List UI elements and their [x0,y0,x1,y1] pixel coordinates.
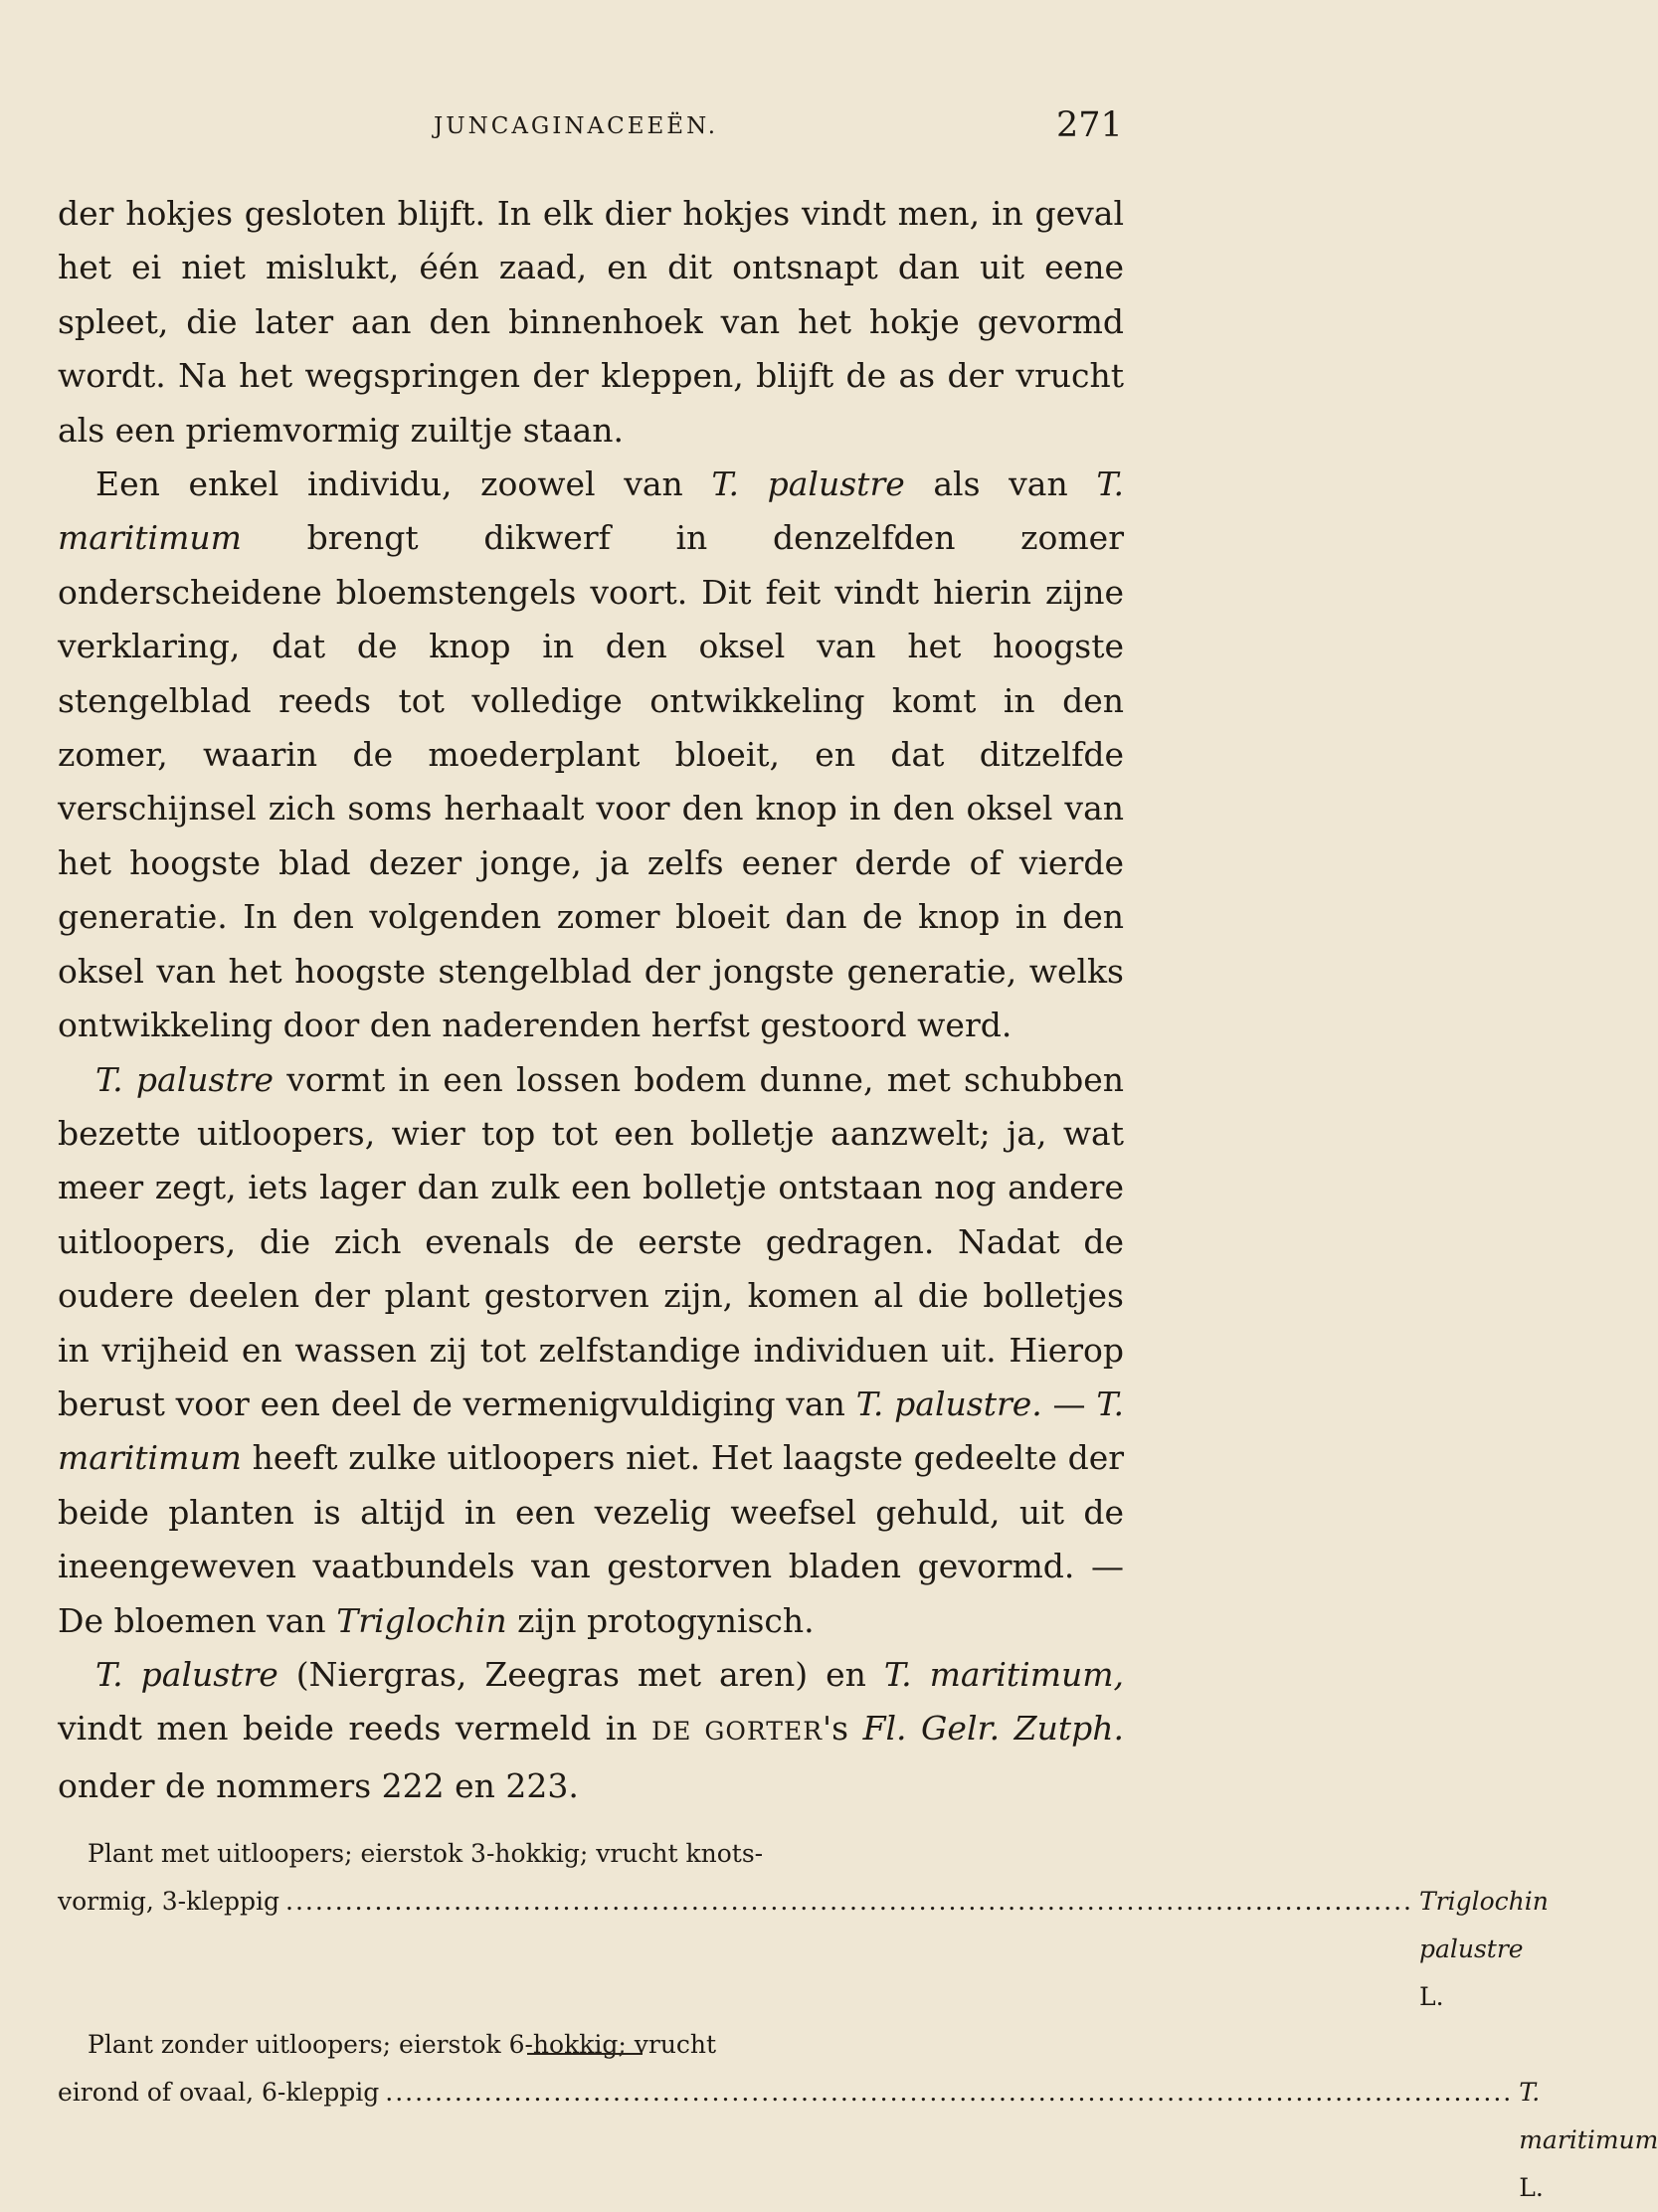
key-entry-1 [58,1830,1549,2021]
author-name: DE GORTER [651,1717,824,1747]
dot-leader: .................................................................................................................. [385,2078,1514,2107]
text-run: (Niergras, Zeegras met aren) en [277,1654,884,1694]
text-run: brengt dikwerf in denzelfden zomer onderscheidene bloemstengels voort. Dit feit vindt hierin zijne verklaring, dat de knop in den oksel van het hoogste stengelblad reeds tot volledige ontwikkeling komt in den zomer, waarin de moederplant bloeit, en dat ditzelfde verschijnsel zich soms herhaalt voor den knop in den oksel van het hoogste blad dezer jonge, ja zelfs eener derde of vierde generatie. In den volgenden zomer bloeit dan de knop in den oksel van het hoogste stengelblad der jongste generatie, welks ontwikkeling door den naderenden herfst gestoord werd. [58,518,1124,1045]
species-name: T. maritimum [58,1383,1124,1478]
text-run: — [1041,1383,1097,1423]
species-name: T. maritimum [1519,2078,1658,2154]
paragraph-1: der hokjes gesloten blijft. In elk dier hokjes vindt men, in geval het ei niet mislukt, één zaad, en dit ontsnapt dan uit eene spleet, die later aan den binnenhoek van het hokje gevormd wordt. Na het wegspringen der kleppen, blijft de as der vrucht als een priemvormig zuiltje staan. [58,194,1124,450]
key-entry-2 [58,2021,1658,2212]
key-entry-line [58,1878,1549,2021]
key-entry-line [58,2069,1658,2212]
genus-name: Triglochin [336,1600,507,1640]
key-result [1419,1878,1549,2021]
species-name: Triglochin palustre [1418,1887,1549,1963]
key-result [1519,2069,1658,2212]
species-name: T. palustre [711,464,905,504]
text-run: Een enkel individu, zoowel van [95,464,712,504]
end-rule [527,2053,643,2055]
key-entry-text: eirond of ovaal, 6-kleppig [58,2078,380,2107]
species-name: T. palustre [95,1059,275,1099]
running-title: JUNCAGINACEEËN. [434,113,719,139]
text-run: zijn protogynisch. [506,1600,815,1640]
text-run: vindt men beide reeds vermeld in [58,1709,652,1749]
paragraph-4 [58,1648,1124,1813]
text-run: als van [904,464,1097,504]
key-entry-text: vormig, 3-kleppig [58,1887,280,1916]
species-name: T. palustre. [855,1383,1042,1423]
work-title: Fl. Gelr. Zutph. [862,1709,1124,1749]
author-abbrev: L. [1418,1982,1444,2011]
key-entry-line: Plant zonder uitloopers; eierstok 6-hokkig; vrucht [88,2030,717,2059]
dot-leader: .................................................................................................................. [285,1887,1413,1916]
key-entry-line: Plant met uitloopers; eierstok 3-hokkig; vrucht knots- [88,1839,764,1868]
text-run: 's [823,1709,863,1749]
text-run: onder de nommers 222 en 223. [58,1765,579,1805]
paragraph-2 [58,458,1124,1052]
author-abbrev: L. [1519,2173,1544,2202]
species-name: T. maritimum [58,464,1124,558]
species-name: T. maritimum, [883,1654,1125,1694]
page-header [0,107,1162,147]
page-number: 271 [1056,105,1123,145]
species-name: T. palustre [95,1654,278,1694]
identification-key [58,1830,1658,2212]
text-run: heeft zulke uitloopers niet. Het laagste gedeelte der beide planten is altijd in een vezelig weefsel gehuld, uit de ineengeweven vaatbundels van gestorven bladen gevormd. — De bloemen van [58,1438,1124,1640]
text-run: vormt in een lossen bodem dunne, met schubben bezette uitloopers, wier top tot een bolletje aanzwelt; ja, wat meer zegt, iets lager dan zulk een bolletje ontstaan nog andere uitloopers, die zich evenals de eerste gedragen. Nadat de oudere deelen der plant gestorven zijn, komen al die bolletjes in vrijheid en wassen zij tot zelfstandige individuen uit. Hierop berust voor een deel de vermenigvuldiging van [58,1059,1124,1423]
body-text [58,187,1124,1813]
paragraph-3 [58,1053,1124,1648]
